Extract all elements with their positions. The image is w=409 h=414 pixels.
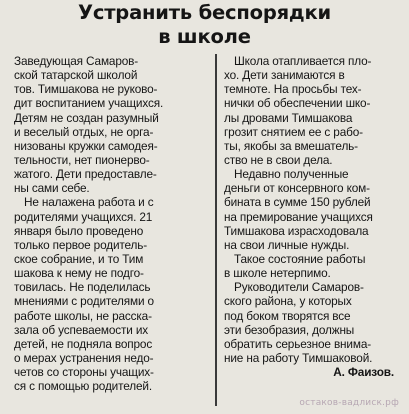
text-line: товилась. Не поделилась xyxy=(14,280,151,295)
text-line: четов со стороны учащих- xyxy=(14,365,154,380)
text-line: эти безобразия, должны xyxy=(224,322,355,337)
text-line: бината в сумме 150 рублей xyxy=(224,195,371,210)
text-line: на свои личные нужды. xyxy=(224,237,350,252)
text-line: только первое родитель- xyxy=(14,237,148,252)
text-line: тов. Тимшакова не руково- xyxy=(14,82,158,97)
text-line: ты, якобы за вмешатель- xyxy=(224,138,358,153)
column-divider xyxy=(215,54,217,406)
text-line: нички об обеспечении шко- xyxy=(224,96,371,111)
text-line: темноте. На просьбы тех- xyxy=(224,82,362,97)
text-line: Руководители Самаров- xyxy=(234,280,364,295)
text-line: мнениями с родителями о xyxy=(14,294,154,309)
text-line: Не налажена работа и с xyxy=(24,195,154,210)
headline-line-2: в школе xyxy=(158,25,251,48)
text-line: Такое состояние работы xyxy=(234,251,366,266)
text-line: шакова к нему не подго- xyxy=(14,266,144,281)
text-line: Детям не создан разумный xyxy=(14,110,159,125)
text-line: жатого. Дети предоставле- xyxy=(14,167,157,182)
text-line: деньги от консервного ком- xyxy=(224,181,370,196)
text-line: дит воспитанием учащихся. xyxy=(14,96,164,111)
text-line: под боком творятся все xyxy=(224,308,351,323)
author-signature: А. Фаизов. xyxy=(333,365,394,380)
left-column xyxy=(14,54,209,393)
right-column xyxy=(224,54,400,379)
text-line: и веселый отдых, не орга- xyxy=(14,124,154,139)
text-line: Тимшакова израсходовала xyxy=(224,223,369,238)
text-line: на премирование учащихся xyxy=(224,209,373,224)
watermark: остаков-вадлиск.рф xyxy=(299,398,399,408)
text-line: в школе нетерпимо. xyxy=(224,266,331,281)
text-line: хо. Дети занимаются в xyxy=(224,68,345,83)
text-line: тельности, нет пионерво- xyxy=(14,152,150,167)
text-line: детей, не подняла вопрос xyxy=(14,336,153,351)
text-line: лы дровами Тимшакова xyxy=(224,110,353,125)
text-line: Заведующая Самаров- xyxy=(14,54,139,68)
text-line: ское собрание, и то Тим xyxy=(14,251,144,266)
text-line: ся с помощью родителей. xyxy=(14,379,152,394)
text-line: работе школы, не расска- xyxy=(14,308,152,323)
text-line: Недавно полученные xyxy=(234,167,349,182)
headline-line-1: Устранить беспорядки xyxy=(78,1,331,24)
text-line: ны сами себе. xyxy=(14,181,90,196)
text-line: о мерах устранения недо- xyxy=(14,350,154,365)
text-line: ского района, у которых xyxy=(224,294,352,309)
text-line: ской татарской школой xyxy=(14,68,138,83)
text-line: зала об успеваемости их xyxy=(14,322,149,337)
text-line: Школа отапливается пло- xyxy=(234,54,372,68)
text-line: января было проведено xyxy=(14,223,144,238)
text-line: грозит снятием ее с рабо- xyxy=(224,124,363,139)
text-line: ство не в свои дела. xyxy=(224,152,333,167)
text-line: ние на работу Тимшаковой. xyxy=(224,350,373,365)
text-line: обратить серьезное внима- xyxy=(224,336,372,351)
text-line: родителями учащихся. 21 xyxy=(14,209,153,224)
text-line: низованы кружки самодея- xyxy=(14,138,158,153)
